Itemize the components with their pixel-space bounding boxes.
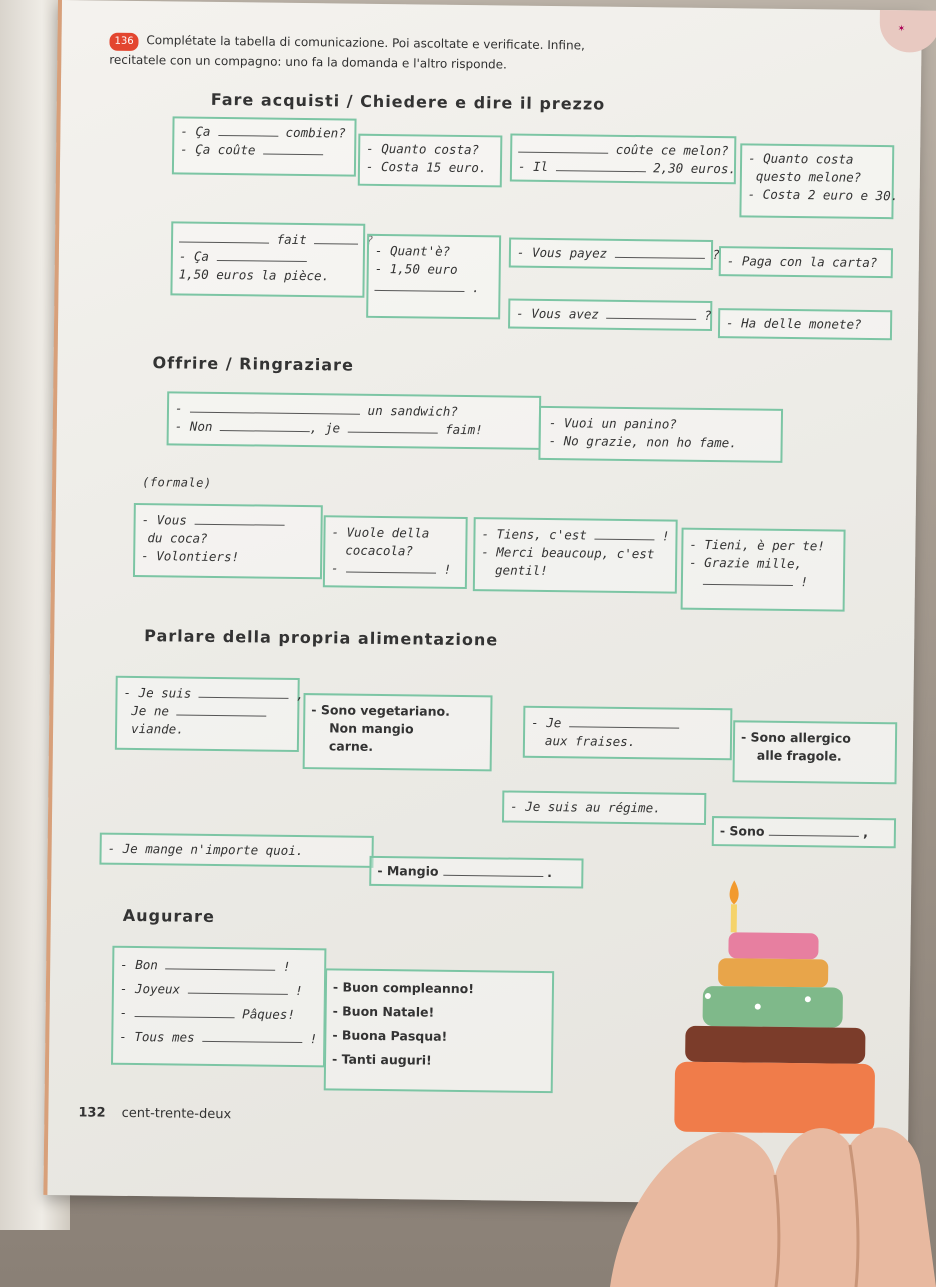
bubble-alim-fr-3 (502, 790, 706, 824)
text: - Costa 15 euro. (365, 158, 487, 176)
text: - Ça (178, 248, 210, 264)
text: - Je (531, 714, 562, 731)
page-footer (78, 1105, 231, 1122)
cake-tier-2 (718, 958, 828, 987)
text: - Buona Pasqua! (332, 1027, 448, 1044)
text: ! (309, 1031, 318, 1047)
blank[interactable] (443, 865, 543, 877)
text: - Grazie mille, (689, 554, 803, 572)
bubble-acquisti-it-2 (739, 143, 899, 219)
page-number-words: cent-trente-deux (121, 1105, 232, 1123)
text: - Vuoi un panino? (548, 415, 677, 432)
section-title-offrire: Offrire / Ringraziare (152, 353, 354, 375)
text: combien? (285, 124, 346, 141)
text: - Ça coûte (180, 141, 256, 158)
text: - No grazie, non ho fame. (548, 433, 737, 451)
bubble-acquisti-it-1 (358, 134, 503, 188)
text: - Ha delle monete? (726, 315, 862, 332)
corner-sticker: ✶ (879, 10, 936, 53)
text: - Je mange n'importe quoi. (107, 840, 304, 859)
bubble-alim-fr-4 (99, 833, 373, 868)
blank[interactable] (703, 574, 793, 586)
text: - Il (517, 158, 549, 174)
text: questo melone? (755, 168, 862, 185)
blank[interactable] (346, 562, 436, 574)
blank[interactable] (218, 125, 278, 137)
text: - Sono vegetariano. (311, 702, 450, 719)
text: - Tiens, c'est (481, 526, 587, 543)
blank[interactable] (135, 1006, 235, 1018)
bubble-offrire-fr-2 (133, 503, 323, 579)
cake-tier-3 (703, 986, 843, 1028)
bubble-augurare-it (324, 968, 554, 1093)
blank[interactable] (314, 233, 358, 245)
bubble-offrire-it-1 (538, 406, 783, 463)
exercise-number: 136 (109, 33, 138, 51)
text: carne. (328, 738, 374, 754)
text: ? (712, 247, 720, 263)
text: un sandwich? (367, 402, 459, 419)
text: - Merci beaucoup, c'est (481, 544, 655, 562)
text: ! (800, 574, 809, 590)
formal-label: (formale) (142, 475, 212, 490)
text: 2,30 euros. (653, 160, 737, 177)
bubble-offrire-it-3 (681, 528, 846, 612)
bubble-acquisti-fr-2 (510, 134, 737, 185)
blank[interactable] (179, 231, 269, 243)
text: ! (661, 528, 670, 544)
text: viande. (131, 720, 184, 737)
blank[interactable] (348, 422, 438, 434)
blank[interactable] (569, 716, 679, 728)
blank[interactable] (615, 247, 705, 259)
text: 1,50 euros la pièce. (178, 266, 330, 284)
bubble-acquisti-it-3: - Quant'è? - 1,50 euro . (366, 234, 501, 320)
text: Pâques! (242, 1006, 295, 1022)
text: ! (295, 982, 303, 999)
blank[interactable] (606, 308, 696, 320)
blank[interactable] (220, 420, 310, 432)
blank[interactable] (556, 160, 646, 172)
text: - Quanto costa (748, 150, 854, 167)
bubble-acquisti-fr-1 (172, 116, 357, 176)
cake-tier-top (728, 932, 818, 959)
text: aux fraises. (544, 733, 636, 750)
text: - Paga con la carta? (726, 253, 878, 271)
bubble-augurare-fr: - Bon ! - Joyeux ! - Pâques! - Tous mes ! (111, 946, 326, 1068)
instruction-line-2: recitatele con un compagno: uno fa la domanda e l'altro risponde. (109, 52, 508, 72)
text: - Non (174, 418, 213, 434)
text: - Bon (120, 956, 158, 973)
text: - Quant'è? (374, 242, 451, 259)
instruction-line-1: Complétate la tabella di comunicazione. Poi ascoltate e verificate. Infine, (146, 33, 585, 53)
section-title-acquisti: Fare acquisti / Chiedere e dire il prezzo (210, 89, 606, 114)
bubble-alim-it-2 (732, 720, 897, 784)
candle-flame (729, 880, 738, 904)
text: - 1,50 euro (374, 260, 458, 277)
text: - Sono allergico (740, 729, 851, 746)
blank[interactable] (216, 250, 306, 262)
blank[interactable] (374, 280, 464, 292)
text: ? (703, 307, 712, 324)
textbook-page (43, 0, 922, 1205)
text: - Ça (180, 123, 211, 139)
blank[interactable] (176, 705, 266, 717)
exercise-instruction (109, 31, 585, 75)
bubble-offrire-fr-3 (473, 517, 678, 593)
text: Non mangio (329, 720, 414, 737)
text: - Buon Natale! (332, 1003, 435, 1020)
text: cocacola? (345, 542, 414, 559)
hand-photo-element (590, 1095, 936, 1287)
text: Je ne (131, 702, 170, 719)
text: du coca? (147, 530, 208, 546)
text: - Joyeux (119, 980, 181, 997)
blank[interactable] (518, 142, 608, 154)
blank[interactable] (594, 529, 654, 541)
text: gentil! (494, 562, 548, 579)
bubble-alim-it-3: - Sono , (712, 816, 896, 848)
text: - Je suis au régime. (510, 798, 661, 816)
text: fait (276, 231, 307, 248)
text: - Volontiers! (141, 548, 240, 565)
text: - Buon compleanno! (332, 979, 475, 997)
bubble-offrire-fr-1: - un sandwich? - Non , je faim! (167, 391, 542, 450)
blank[interactable] (165, 958, 275, 970)
blank[interactable] (769, 825, 859, 837)
bubble-acquisti-fr-5 (508, 299, 712, 331)
bubble-alim-fr-2 (523, 706, 733, 761)
blank[interactable] (202, 1031, 302, 1043)
text: - Costa 2 euro e 30. (747, 186, 899, 204)
blank[interactable] (190, 402, 360, 415)
bubble-alim-it-4: - Mangio . (369, 856, 583, 889)
text: ! (443, 561, 452, 577)
text: - Mangio (377, 862, 439, 879)
blank[interactable] (263, 144, 323, 156)
bubble-alim-it-1 (303, 693, 493, 771)
text: - Quanto costa? (366, 140, 480, 158)
text: - Vous avez (516, 305, 600, 322)
text: ! (282, 958, 291, 974)
text: coûte ce melon? (615, 141, 729, 159)
bubble-acquisti-it-4 (719, 246, 893, 278)
page-number: 132 (78, 1105, 106, 1121)
text: - Sono (719, 823, 765, 839)
bubble-acquisti-fr-3: fait ? - Ça 1,50 euros la pièce. (170, 221, 365, 297)
bubble-acquisti-it-5 (718, 308, 892, 340)
blank[interactable] (199, 687, 289, 699)
text: - Vous (141, 512, 187, 528)
text: - Tous mes (119, 1028, 195, 1045)
bubble-offrire-it-2: - Vuole della cocacola? - ! (323, 515, 468, 589)
text: faim! (445, 421, 483, 438)
bubble-alim-fr-1: - Je suis , Je ne viande. (115, 676, 300, 752)
text: - Vous payez (516, 244, 608, 261)
text: - Je suis (123, 684, 192, 701)
bubble-acquisti-fr-4 (509, 238, 720, 270)
section-title-augurare: Augurare (122, 905, 215, 926)
cake-tier-chocolate (685, 1026, 865, 1064)
hand-shape (610, 1128, 936, 1287)
blank[interactable] (188, 983, 288, 995)
candle (731, 904, 737, 932)
text: , je (309, 420, 341, 436)
text: - Tanti auguri! (331, 1051, 432, 1068)
text: - Tieni, è per te! (689, 536, 825, 554)
section-title-alimentazione: Parlare della propria alimentazione (144, 626, 499, 650)
text: - Vuole della (331, 524, 430, 541)
blank[interactable] (194, 514, 284, 526)
text: alle fragole. (756, 747, 842, 764)
